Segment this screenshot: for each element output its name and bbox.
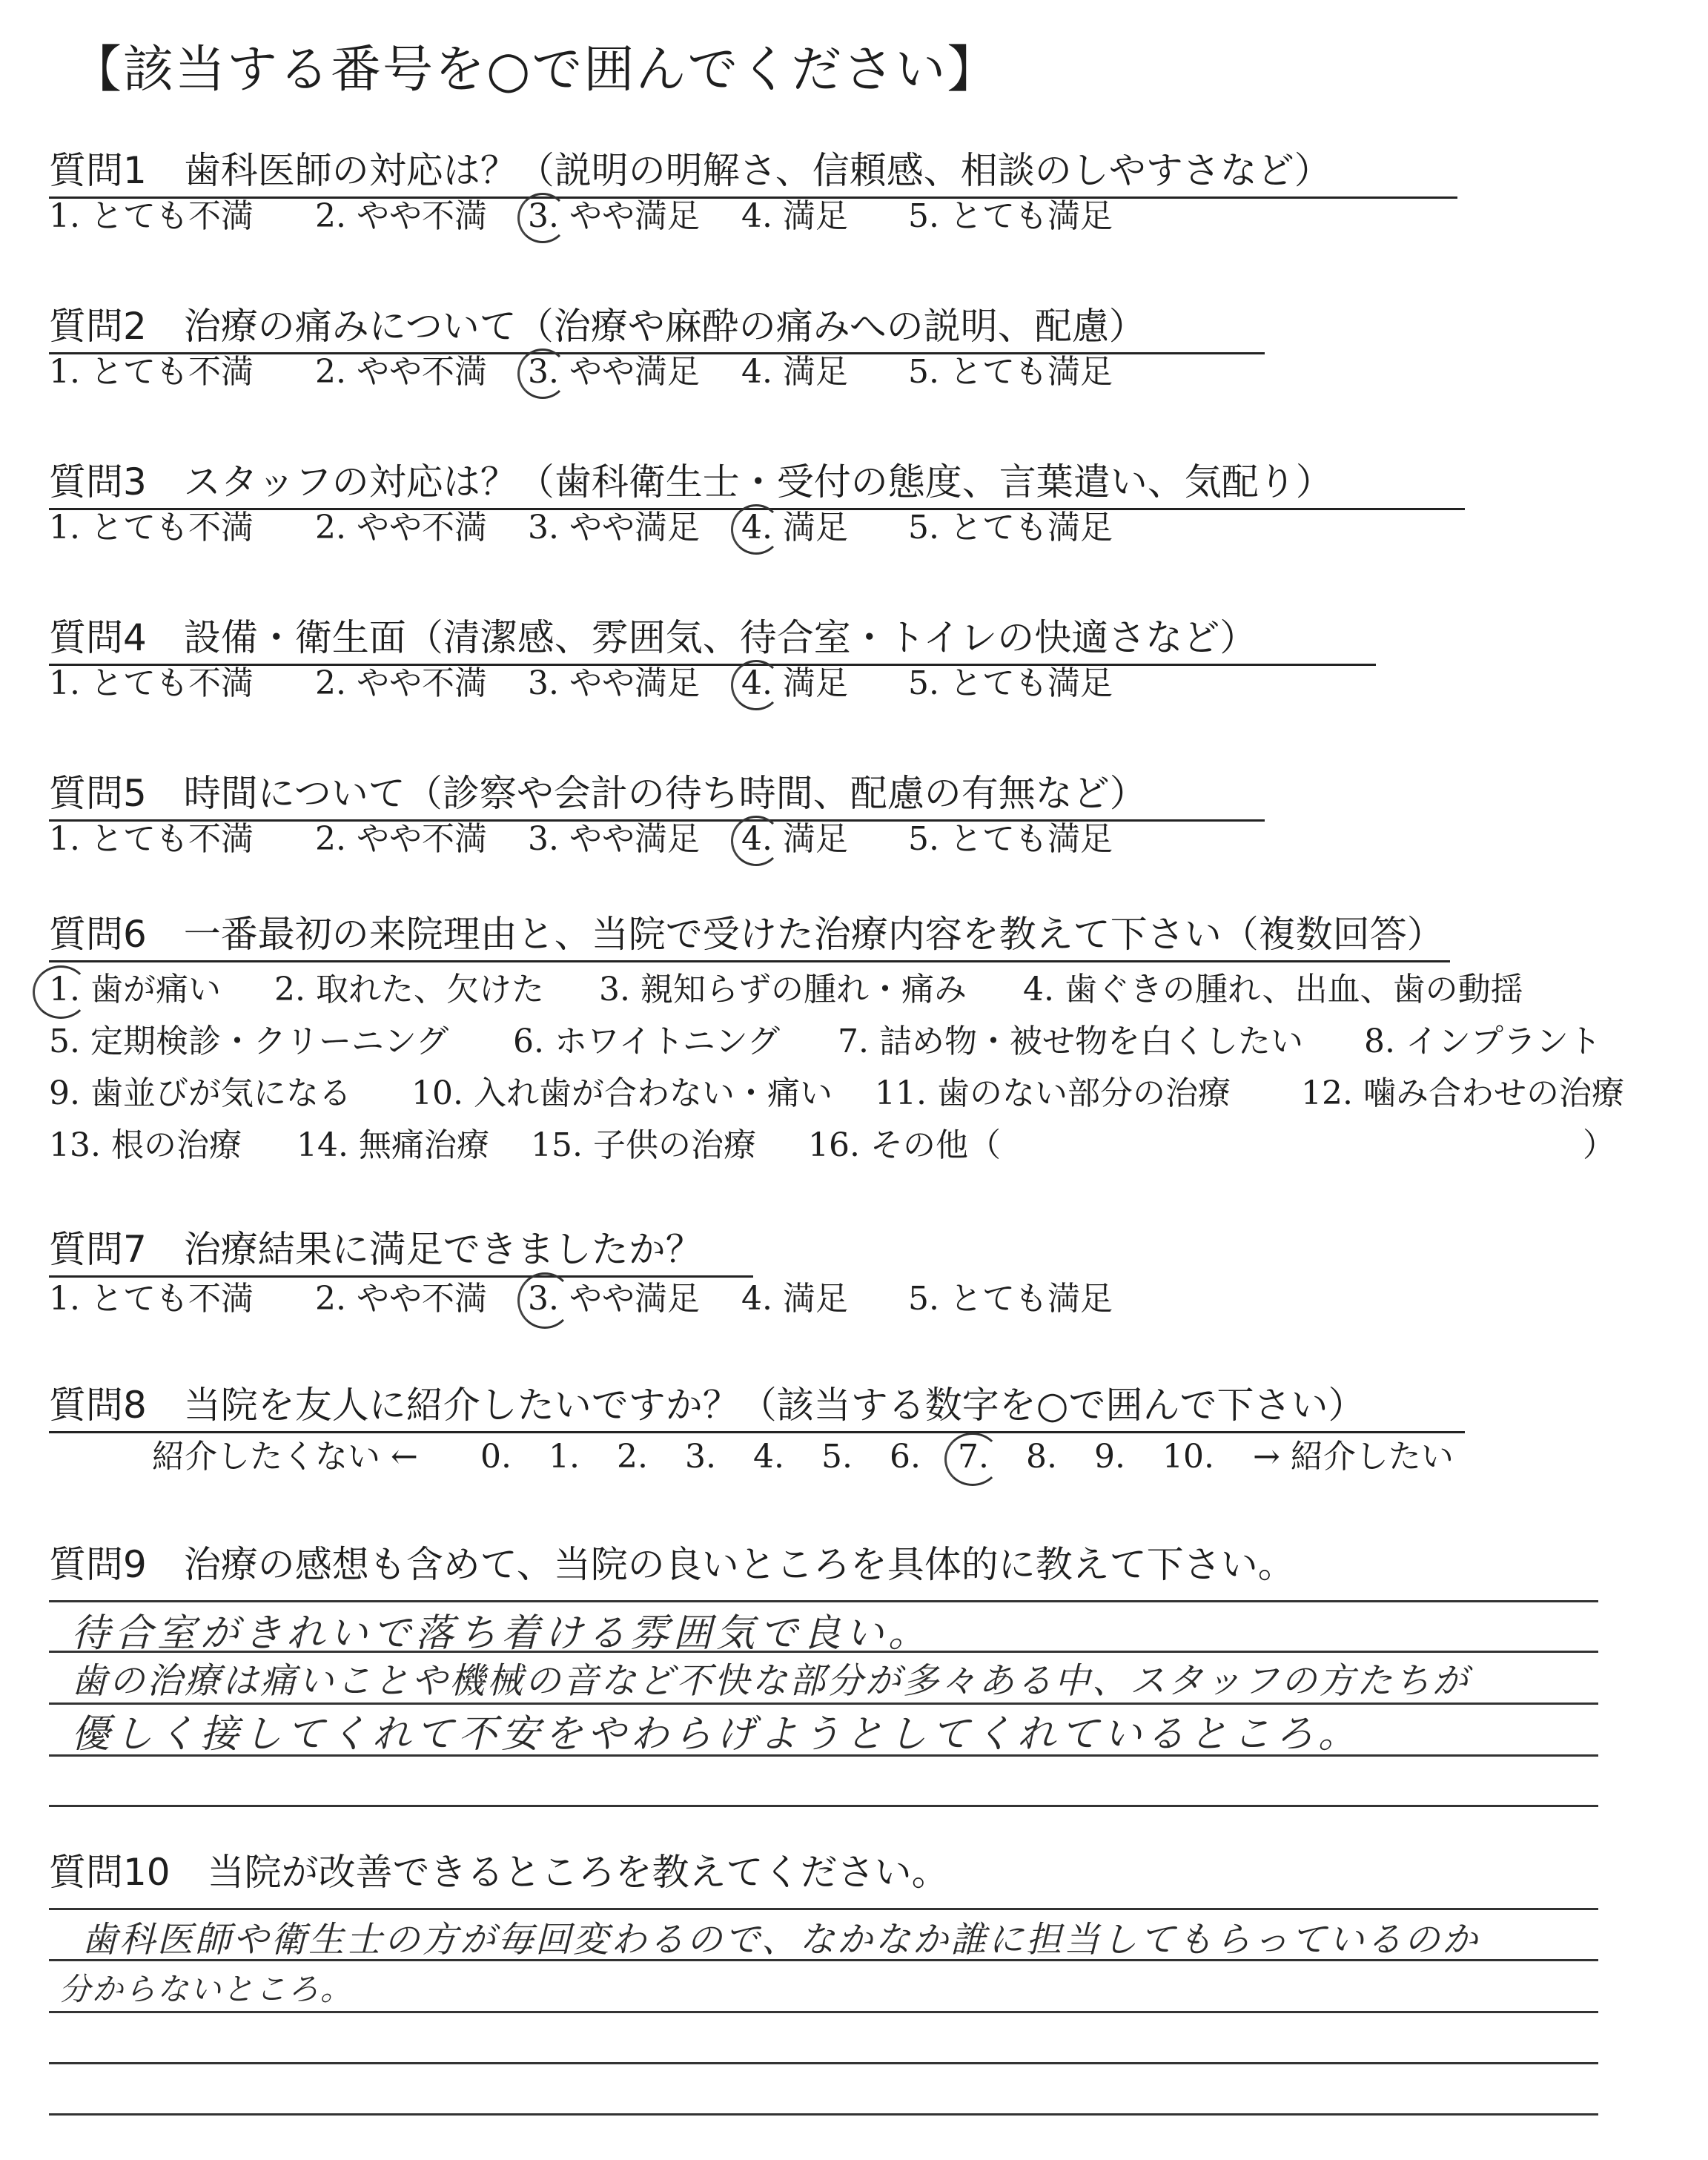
selection-circle <box>944 1433 1001 1486</box>
q7-option-4[interactable]: 4. 満足 <box>741 1280 848 1318</box>
q8-number-9[interactable]: 9. <box>1094 1438 1125 1476</box>
q8-number-4[interactable]: 4. <box>753 1438 784 1476</box>
q10-answer-rule <box>49 2062 1598 2064</box>
q8-number-8[interactable]: 8. <box>1026 1438 1057 1476</box>
q8-number-1[interactable]: 1. <box>549 1438 580 1476</box>
q6-option-6[interactable]: 6. ホワイトニング <box>513 1023 781 1060</box>
q6-underline <box>49 960 1450 962</box>
q8-number-10[interactable]: 10. <box>1162 1438 1214 1476</box>
q4-option-1[interactable]: 1. とても不満 <box>49 664 254 702</box>
q6-title: 質問6 一番最初の来院理由と、当院で受けた治療内容を教えて下さい（複数回答） <box>49 913 1444 956</box>
q7-title: 質問7 治療結果に満足できましたか？ <box>49 1228 703 1271</box>
q9-answer-rule <box>49 1805 1598 1807</box>
q10-title: 質問10 当院が改善できるところを教えてください。 <box>49 1851 949 1894</box>
q8-number-3[interactable]: 3. <box>685 1438 716 1476</box>
q6-option-8[interactable]: 8. インプラント <box>1364 1023 1601 1060</box>
selection-circle <box>517 193 568 243</box>
q10-answer-rule <box>49 2011 1598 2013</box>
q8-number-5[interactable]: 5. <box>821 1438 853 1476</box>
q7-option-2[interactable]: 2. やや不満 <box>315 1280 487 1318</box>
form-header: 【該当する番号を○で囲んでください】 <box>71 41 999 99</box>
q7-option-5[interactable]: 5. とても満足 <box>908 1280 1113 1318</box>
q9-answer-line-3: 優しく接してくれて不安をやわらげようとしてくれているところ。 <box>71 1712 1362 1757</box>
q3-option-3[interactable]: 3. やや満足 <box>528 509 700 546</box>
q2-option-3[interactable]: 3. やや満足 <box>528 353 700 391</box>
q5-option-1[interactable]: 1. とても不満 <box>49 820 254 858</box>
q8-title: 質問8 当院を友人に紹介したいですか？（該当する数字を○で囲んで下さい） <box>49 1384 1366 1427</box>
q6-option-2[interactable]: 2. 取れた、欠けた <box>274 971 544 1008</box>
q6-option-14[interactable]: 14. 無痛治療 <box>297 1126 489 1164</box>
q6-option-10[interactable]: 10. 入れ歯が合わない・痛い <box>411 1074 833 1112</box>
q4-option-3[interactable]: 3. やや満足 <box>528 664 700 702</box>
q6-option-11[interactable]: 11. 歯のない部分の治療 <box>875 1074 1231 1112</box>
q6-option-9[interactable]: 9. 歯並びが気になる <box>49 1074 351 1112</box>
q10-answer-line-1: 歯科医師や衛生士の方が毎回変わるので、なかなか誰に担当してもらっているのか <box>82 1919 1480 1961</box>
q4-title: 質問4 設備・衛生面（清潔感、雰囲気、待合室・トイレの快適さなど） <box>49 616 1257 659</box>
q2-title: 質問2 治療の痛みについて（治療や麻酔の痛みへの説明、配慮） <box>49 305 1146 348</box>
q6-option-17[interactable]: ） <box>1583 1126 1615 1164</box>
q8-number-6[interactable]: 6. <box>890 1438 921 1476</box>
q8-underline <box>49 1431 1465 1433</box>
selection-circle <box>731 660 781 710</box>
q2-option-4[interactable]: 4. 満足 <box>741 353 848 391</box>
q6-option-13[interactable]: 13. 根の治療 <box>49 1126 242 1164</box>
q10-answer-rule <box>49 2113 1598 2116</box>
q1-option-2[interactable]: 2. やや不満 <box>315 197 487 235</box>
q6-option-7[interactable]: 7. 詰め物・被せ物を白くしたい <box>838 1023 1303 1060</box>
selection-circle <box>731 504 781 555</box>
q10-answer-rule <box>49 1908 1598 1910</box>
q1-option-5[interactable]: 5. とても満足 <box>908 197 1113 235</box>
q3-option-4[interactable]: 4. 満足 <box>741 509 848 546</box>
q7-option-3[interactable]: 3. やや満足 <box>528 1280 700 1318</box>
q6-option-12[interactable]: 12. 噛み合わせの治療 <box>1301 1074 1624 1112</box>
q6-option-15[interactable]: 15. 子供の治療 <box>531 1126 756 1164</box>
q3-option-5[interactable]: 5. とても満足 <box>908 509 1113 546</box>
q5-option-3[interactable]: 3. やや満足 <box>528 820 700 858</box>
q4-option-5[interactable]: 5. とても満足 <box>908 664 1113 702</box>
q3-option-2[interactable]: 2. やや不満 <box>315 509 487 546</box>
selection-circle <box>517 1272 572 1329</box>
q2-option-5[interactable]: 5. とても満足 <box>908 353 1113 391</box>
q8-number-2[interactable]: 2. <box>617 1438 648 1476</box>
selection-circle <box>517 349 568 399</box>
q6-option-16[interactable]: 16. その他（ <box>808 1126 1001 1164</box>
q4-option-2[interactable]: 2. やや不満 <box>315 664 487 702</box>
q9-answer-line-2: 歯の治療は痛いことや機械の音など不快な部分が多々ある中、スタッフの方たちが <box>71 1660 1471 1702</box>
q7-option-1[interactable]: 1. とても不満 <box>49 1280 254 1318</box>
q1-option-1[interactable]: 1. とても不満 <box>49 197 254 235</box>
q10-answer-line-2: 分からないところ。 <box>59 1971 354 2007</box>
q6-option-5[interactable]: 5. 定期検診・クリーニング <box>49 1023 449 1060</box>
q6-option-3[interactable]: 3. 親知らずの腫れ・痛み <box>599 971 967 1008</box>
q1-option-3[interactable]: 3. やや満足 <box>528 197 700 235</box>
q3-option-1[interactable]: 1. とても不満 <box>49 509 254 546</box>
selection-circle <box>33 965 89 1019</box>
q5-option-2[interactable]: 2. やや不満 <box>315 820 487 858</box>
q2-option-1[interactable]: 1. とても不満 <box>49 353 254 391</box>
q8-right-label: → 紹介したい <box>1253 1438 1454 1476</box>
q5-title: 質問5 時間について（診察や会計の待ち時間、配慮の有無など） <box>49 772 1147 815</box>
q1-title: 質問1 歯科医師の対応は？（説明の明解さ、信頼感、相談のしやすさなど） <box>49 149 1331 192</box>
q5-option-4[interactable]: 4. 満足 <box>741 820 848 858</box>
q8-left-label: 紹介したくない ← <box>152 1438 418 1476</box>
q2-option-2[interactable]: 2. やや不満 <box>315 353 487 391</box>
q5-option-5[interactable]: 5. とても満足 <box>908 820 1113 858</box>
q6-option-4[interactable]: 4. 歯ぐきの腫れ、出血、歯の動揺 <box>1023 971 1523 1008</box>
q8-number-7[interactable]: 7. <box>958 1438 989 1476</box>
selection-circle <box>731 816 781 866</box>
q3-title: 質問3 スタッフの対応は？（歯科衛生士・受付の態度、言葉遣い、気配り） <box>49 460 1333 503</box>
q1-option-4[interactable]: 4. 満足 <box>741 197 848 235</box>
q9-title: 質問9 治療の感想も含めて、当院の良いところを具体的に教えて下さい。 <box>49 1543 1295 1586</box>
q6-option-1[interactable]: 1. 歯が痛い <box>49 971 221 1008</box>
q9-answer-line-1: 待合室がきれいで落ち着ける雰囲気で良い。 <box>71 1611 932 1656</box>
q8-number-0[interactable]: 0. <box>480 1438 512 1476</box>
q4-option-4[interactable]: 4. 満足 <box>741 664 848 702</box>
